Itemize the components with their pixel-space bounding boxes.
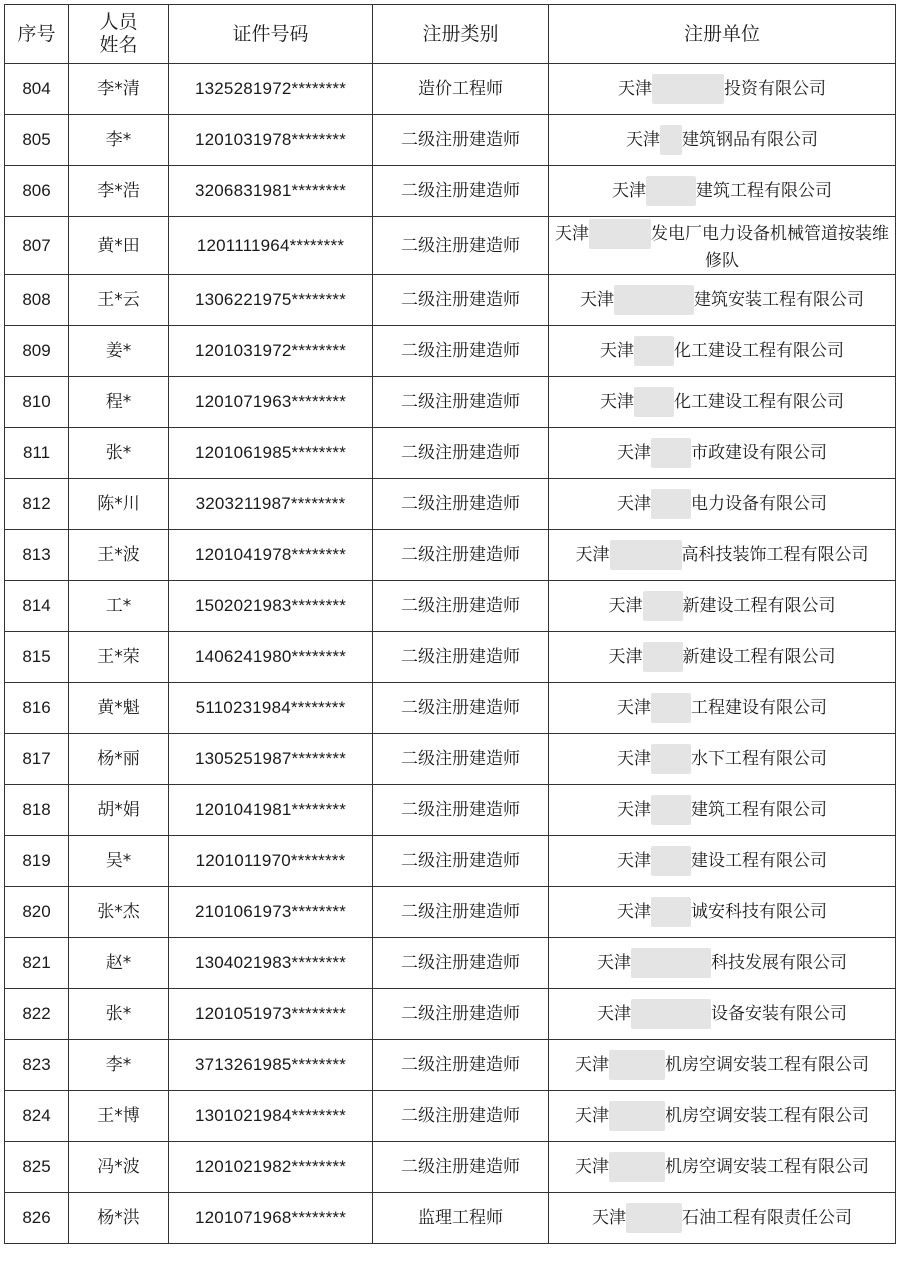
serial-number-cell: 820 bbox=[5, 887, 69, 938]
organization-prefix: 天津 bbox=[617, 698, 651, 718]
registration-category-cell: 二级注册建造师 bbox=[373, 326, 549, 377]
organization-suffix: 机房空调安装工程有限公司 bbox=[665, 1055, 869, 1075]
redaction-blur bbox=[626, 1203, 682, 1233]
serial-number-cell: 811 bbox=[5, 428, 69, 479]
registration-category-cell: 二级注册建造师 bbox=[373, 217, 549, 275]
id-number-cell: 1502021983******** bbox=[169, 581, 373, 632]
person-name-cell: 张* bbox=[69, 989, 169, 1040]
serial-number-cell: 824 bbox=[5, 1091, 69, 1142]
person-name-cell: 李*清 bbox=[69, 64, 169, 115]
table-row bbox=[5, 938, 896, 989]
person-name-cell: 黄*田 bbox=[69, 217, 169, 275]
redaction-blur bbox=[609, 1152, 665, 1182]
id-number-cell: 3206831981******** bbox=[169, 166, 373, 217]
header-id-number: 证件号码 bbox=[169, 5, 373, 64]
organization-suffix: 建筑安装工程有限公司 bbox=[694, 290, 864, 310]
redaction-blur bbox=[651, 897, 691, 927]
organization-suffix: 建筑工程有限公司 bbox=[691, 800, 827, 820]
organization-suffix: 诚安科技有限公司 bbox=[691, 902, 827, 922]
registration-category-cell: 二级注册建造师 bbox=[373, 1091, 549, 1142]
header-person-name: 人员 姓名 bbox=[69, 5, 169, 64]
registration-category-cell: 二级注册建造师 bbox=[373, 166, 549, 217]
organization-prefix: 天津 bbox=[617, 443, 651, 463]
person-name-cell: 张* bbox=[69, 428, 169, 479]
person-name-cell: 工* bbox=[69, 581, 169, 632]
organization-prefix: 天津 bbox=[617, 800, 651, 820]
organization-prefix: 天津 bbox=[617, 851, 651, 871]
header-serial-number: 序号 bbox=[5, 5, 69, 64]
id-number-cell: 1201031972******** bbox=[169, 326, 373, 377]
organization-suffix: 投资有限公司 bbox=[724, 79, 826, 99]
person-name-cell: 陈*川 bbox=[69, 479, 169, 530]
table-row bbox=[5, 1142, 896, 1193]
registration-category-cell: 二级注册建造师 bbox=[373, 530, 549, 581]
registration-organization-cell bbox=[549, 938, 896, 989]
organization-suffix: 机房空调安装工程有限公司 bbox=[665, 1106, 869, 1126]
organization-suffix: 高科技装饰工程有限公司 bbox=[681, 545, 869, 565]
id-number-cell: 1201061985******** bbox=[169, 428, 373, 479]
serial-number-cell: 817 bbox=[5, 734, 69, 785]
registration-category-cell: 二级注册建造师 bbox=[373, 632, 549, 683]
person-name-cell: 赵* bbox=[69, 938, 169, 989]
person-name-cell: 吴* bbox=[69, 836, 169, 887]
registration-organization-cell bbox=[549, 836, 896, 887]
registration-category-cell: 二级注册建造师 bbox=[373, 989, 549, 1040]
redaction-blur bbox=[634, 336, 674, 366]
redaction-blur bbox=[651, 795, 691, 825]
organization-suffix: 工程建设有限公司 bbox=[691, 698, 827, 718]
table-row bbox=[5, 836, 896, 887]
id-number-cell: 1201071963******** bbox=[169, 377, 373, 428]
serial-number-cell: 809 bbox=[5, 326, 69, 377]
registration-organization-cell bbox=[549, 785, 896, 836]
table-row bbox=[5, 479, 896, 530]
organization-suffix: 科技发展有限公司 bbox=[711, 953, 847, 973]
registration-category-cell: 监理工程师 bbox=[373, 1193, 549, 1244]
organization-prefix: 天津 bbox=[608, 596, 643, 616]
redaction-blur bbox=[609, 1050, 665, 1080]
table-row bbox=[5, 1040, 896, 1091]
person-name-cell: 姜* bbox=[69, 326, 169, 377]
redaction-blur bbox=[651, 489, 691, 519]
serial-number-cell: 823 bbox=[5, 1040, 69, 1091]
id-number-cell: 1201011970******** bbox=[169, 836, 373, 887]
registration-category-cell: 二级注册建造师 bbox=[373, 836, 549, 887]
serial-number-cell: 805 bbox=[5, 115, 69, 166]
organization-prefix: 天津 bbox=[617, 494, 651, 514]
table-row bbox=[5, 785, 896, 836]
id-number-cell: 1325281972******** bbox=[169, 64, 373, 115]
table-header-row bbox=[5, 5, 896, 64]
id-number-cell: 2101061973******** bbox=[169, 887, 373, 938]
id-number-cell: 1406241980******** bbox=[169, 632, 373, 683]
registration-category-cell: 二级注册建造师 bbox=[373, 115, 549, 166]
id-number-cell: 1305251987******** bbox=[169, 734, 373, 785]
registration-category-cell: 二级注册建造师 bbox=[373, 938, 549, 989]
redaction-blur bbox=[651, 438, 691, 468]
serial-number-cell: 806 bbox=[5, 166, 69, 217]
person-name-cell: 李*浩 bbox=[69, 166, 169, 217]
registration-category-cell: 二级注册建造师 bbox=[373, 683, 549, 734]
organization-suffix: 化工建设工程有限公司 bbox=[674, 341, 844, 361]
table-body bbox=[5, 64, 896, 1244]
organization-prefix: 天津 bbox=[617, 902, 651, 922]
id-number-cell: 1201041981******** bbox=[169, 785, 373, 836]
serial-number-cell: 804 bbox=[5, 64, 69, 115]
id-number-cell: 3203211987******** bbox=[169, 479, 373, 530]
person-name-cell: 王*波 bbox=[69, 530, 169, 581]
registration-category-cell: 二级注册建造师 bbox=[373, 887, 549, 938]
registration-table bbox=[4, 4, 896, 1244]
id-number-cell: 1201071968******** bbox=[169, 1193, 373, 1244]
organization-prefix: 天津 bbox=[575, 1055, 609, 1075]
organization-suffix: 建筑钢品有限公司 bbox=[682, 130, 818, 150]
organization-suffix: 新建设工程有限公司 bbox=[682, 647, 836, 667]
redaction-blur bbox=[651, 744, 691, 774]
organization-prefix: 天津 bbox=[600, 341, 634, 361]
registration-organization-cell bbox=[549, 1193, 896, 1244]
organization-suffix: 化工建设工程有限公司 bbox=[674, 392, 844, 412]
organization-prefix: 天津 bbox=[626, 130, 660, 150]
registration-category-cell: 二级注册建造师 bbox=[373, 1040, 549, 1091]
redaction-blur bbox=[614, 285, 694, 315]
organization-prefix: 天津 bbox=[617, 749, 651, 769]
table-row bbox=[5, 1193, 896, 1244]
redaction-blur bbox=[652, 74, 724, 104]
person-name-cell: 胡*娟 bbox=[69, 785, 169, 836]
registration-organization-cell bbox=[549, 479, 896, 530]
registration-organization-cell bbox=[549, 530, 896, 581]
registration-organization-cell bbox=[549, 166, 896, 217]
person-name-cell: 李* bbox=[69, 115, 169, 166]
id-number-cell: 5110231984******** bbox=[169, 683, 373, 734]
serial-number-cell: 810 bbox=[5, 377, 69, 428]
person-name-cell: 王*云 bbox=[69, 275, 169, 326]
organization-prefix: 天津 bbox=[575, 1157, 609, 1177]
serial-number-cell: 818 bbox=[5, 785, 69, 836]
organization-suffix: 发电厂电力设备机械管道按装维修队 bbox=[651, 223, 889, 271]
registration-organization-cell bbox=[549, 275, 896, 326]
table-row bbox=[5, 428, 896, 479]
table-row bbox=[5, 64, 896, 115]
redaction-blur bbox=[631, 999, 711, 1029]
organization-prefix: 天津 bbox=[597, 953, 631, 973]
table-row bbox=[5, 734, 896, 785]
serial-number-cell: 825 bbox=[5, 1142, 69, 1193]
serial-number-cell: 822 bbox=[5, 989, 69, 1040]
organization-prefix: 天津 bbox=[580, 290, 614, 310]
redaction-blur bbox=[589, 219, 651, 249]
id-number-cell: 1201051973******** bbox=[169, 989, 373, 1040]
registration-organization-cell bbox=[549, 734, 896, 785]
registration-category-cell: 二级注册建造师 bbox=[373, 479, 549, 530]
registration-category-cell: 二级注册建造师 bbox=[373, 581, 549, 632]
registration-organization-cell bbox=[549, 1142, 896, 1193]
registration-organization-cell bbox=[549, 64, 896, 115]
redaction-blur bbox=[631, 948, 711, 978]
table-row bbox=[5, 166, 896, 217]
serial-number-cell: 807 bbox=[5, 217, 69, 275]
id-number-cell: 1201111964******** bbox=[169, 217, 373, 275]
organization-prefix: 天津 bbox=[597, 1004, 631, 1024]
organization-suffix: 机房空调安装工程有限公司 bbox=[665, 1157, 869, 1177]
organization-suffix: 建设工程有限公司 bbox=[691, 851, 827, 871]
serial-number-cell: 808 bbox=[5, 275, 69, 326]
registration-organization-cell bbox=[549, 989, 896, 1040]
table-row bbox=[5, 581, 896, 632]
redaction-blur bbox=[643, 642, 683, 672]
table-row bbox=[5, 989, 896, 1040]
person-name-cell: 冯*波 bbox=[69, 1142, 169, 1193]
redaction-blur bbox=[651, 846, 691, 876]
registration-category-cell: 二级注册建造师 bbox=[373, 734, 549, 785]
serial-number-cell: 816 bbox=[5, 683, 69, 734]
serial-number-cell: 826 bbox=[5, 1193, 69, 1244]
id-number-cell: 1201031978******** bbox=[169, 115, 373, 166]
table-row bbox=[5, 377, 896, 428]
id-number-cell: 1201021982******** bbox=[169, 1142, 373, 1193]
table-row bbox=[5, 632, 896, 683]
organization-suffix: 电力设备有限公司 bbox=[691, 494, 827, 514]
registration-organization-cell bbox=[549, 428, 896, 479]
organization-suffix: 新建设工程有限公司 bbox=[682, 596, 836, 616]
organization-prefix: 天津 bbox=[575, 545, 610, 565]
table-row bbox=[5, 217, 896, 275]
registration-organization-cell bbox=[549, 632, 896, 683]
registration-organization-cell bbox=[549, 217, 896, 275]
table-row bbox=[5, 275, 896, 326]
organization-suffix: 石油工程有限责任公司 bbox=[682, 1208, 852, 1228]
header-registration-category: 注册类别 bbox=[373, 5, 549, 64]
organization-suffix: 市政建设有限公司 bbox=[691, 443, 827, 463]
person-name-cell: 杨*丽 bbox=[69, 734, 169, 785]
organization-prefix: 天津 bbox=[618, 79, 652, 99]
redaction-blur bbox=[660, 125, 682, 155]
registration-organization-cell bbox=[549, 887, 896, 938]
organization-suffix: 水下工程有限公司 bbox=[691, 749, 827, 769]
organization-prefix: 天津 bbox=[575, 1106, 609, 1126]
registration-organization-cell bbox=[549, 581, 896, 632]
table-row bbox=[5, 115, 896, 166]
person-name-cell: 李* bbox=[69, 1040, 169, 1091]
redaction-blur bbox=[646, 176, 696, 206]
registration-category-cell: 二级注册建造师 bbox=[373, 785, 549, 836]
registration-organization-cell bbox=[549, 683, 896, 734]
registration-category-cell: 造价工程师 bbox=[373, 64, 549, 115]
organization-prefix: 天津 bbox=[600, 392, 634, 412]
organization-prefix: 天津 bbox=[612, 181, 646, 201]
serial-number-cell: 821 bbox=[5, 938, 69, 989]
person-name-cell: 程* bbox=[69, 377, 169, 428]
serial-number-cell: 812 bbox=[5, 479, 69, 530]
person-name-cell: 张*杰 bbox=[69, 887, 169, 938]
table-row bbox=[5, 683, 896, 734]
registration-organization-cell bbox=[549, 115, 896, 166]
registration-organization-cell bbox=[549, 326, 896, 377]
redaction-blur bbox=[651, 693, 691, 723]
organization-suffix: 建筑工程有限公司 bbox=[696, 181, 832, 201]
person-name-cell: 黄*魁 bbox=[69, 683, 169, 734]
table-row bbox=[5, 1091, 896, 1142]
redaction-blur bbox=[643, 591, 683, 621]
registration-organization-cell bbox=[549, 377, 896, 428]
redaction-blur bbox=[609, 1101, 665, 1131]
registration-category-cell: 二级注册建造师 bbox=[373, 1142, 549, 1193]
id-number-cell: 3713261985******** bbox=[169, 1040, 373, 1091]
serial-number-cell: 815 bbox=[5, 632, 69, 683]
table-row bbox=[5, 326, 896, 377]
person-name-cell: 杨*洪 bbox=[69, 1193, 169, 1244]
registration-category-cell: 二级注册建造师 bbox=[373, 428, 549, 479]
serial-number-cell: 814 bbox=[5, 581, 69, 632]
organization-prefix: 天津 bbox=[608, 647, 643, 667]
id-number-cell: 1201041978******** bbox=[169, 530, 373, 581]
registration-category-cell: 二级注册建造师 bbox=[373, 275, 549, 326]
registration-category-cell: 二级注册建造师 bbox=[373, 377, 549, 428]
organization-prefix: 天津 bbox=[592, 1208, 626, 1228]
id-number-cell: 1306221975******** bbox=[169, 275, 373, 326]
serial-number-cell: 819 bbox=[5, 836, 69, 887]
id-number-cell: 1301021984******** bbox=[169, 1091, 373, 1142]
redaction-blur bbox=[634, 387, 674, 417]
id-number-cell: 1304021983******** bbox=[169, 938, 373, 989]
person-name-cell: 王*荣 bbox=[69, 632, 169, 683]
registration-organization-cell bbox=[549, 1040, 896, 1091]
header-registration-organization: 注册单位 bbox=[549, 5, 896, 64]
serial-number-cell: 813 bbox=[5, 530, 69, 581]
organization-prefix: 天津 bbox=[555, 223, 589, 244]
table-row bbox=[5, 530, 896, 581]
table-row bbox=[5, 887, 896, 938]
person-name-cell: 王*博 bbox=[69, 1091, 169, 1142]
registration-organization-cell bbox=[549, 1091, 896, 1142]
redaction-blur bbox=[610, 540, 682, 570]
organization-suffix: 设备安装有限公司 bbox=[711, 1004, 847, 1024]
